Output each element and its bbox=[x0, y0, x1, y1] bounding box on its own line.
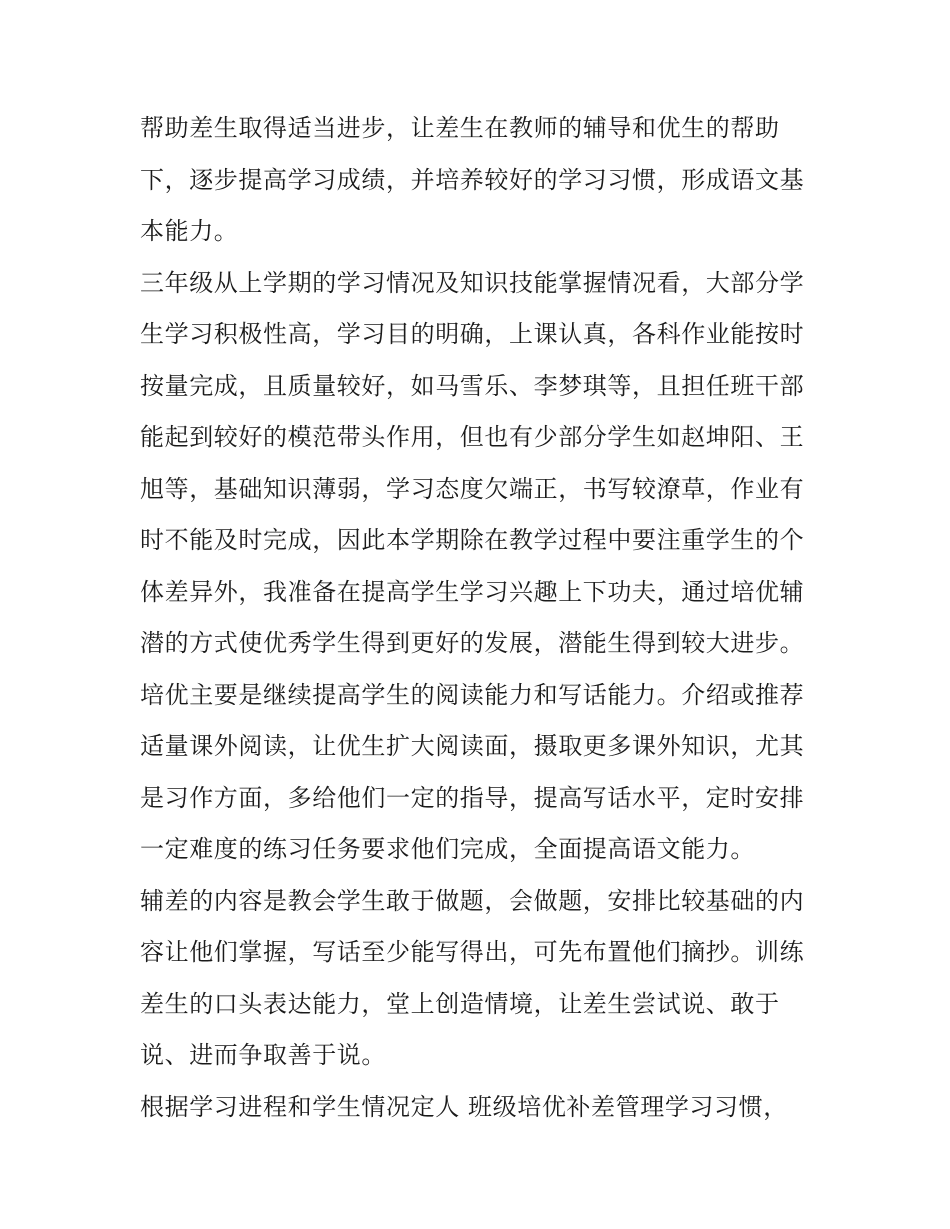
text-line: 时不能及时完成，因此本学期除在教学过程中要注重学生的个 bbox=[140, 526, 805, 554]
text-line: 帮助差生取得适当进步，让差生在教师的辅导和优生的帮助 bbox=[140, 114, 780, 142]
text-line: 容让他们掌握，写话至少能写得出，可先布置他们摘抄。训练 bbox=[140, 938, 805, 966]
text-line: 根据学习进程和学生情况定人 班级培优补差管理学习习惯， bbox=[140, 1092, 788, 1121]
text-line: 三年级从上学期的学习情况及知识技能掌握情况看，大部分学 bbox=[140, 268, 805, 297]
text-line: 旭等，基础知识薄弱，学习态度欠端正，书写较潦草，作业有 bbox=[140, 474, 805, 503]
text-line: 下，逐步提高学习成绩，并培养较好的学习习惯，形成语文基 bbox=[140, 165, 805, 194]
text-line: 能起到较好的模范带头作用，但也有少部分学生如赵坤阳、王 bbox=[140, 423, 805, 451]
text-line: 辅差的内容是教会学生敢于做题，会做题，安排比较基础的内 bbox=[140, 886, 805, 915]
text-line: 培优主要是继续提高学生的阅读能力和写话能力。介绍或推荐 bbox=[140, 680, 805, 709]
text-line: 潜的方式使优秀学生得到更好的发展，潜能生得到较大进步。 bbox=[140, 629, 805, 657]
text-line: 是习作方面，多给他们一定的指导，提高写话水平，定时安排 bbox=[140, 783, 805, 812]
body-text bbox=[140, 103, 820, 1133]
text-line: 一定难度的练习任务要求他们完成，全面提高语文能力。 bbox=[140, 835, 755, 863]
text-line: 本能力。 bbox=[140, 217, 239, 245]
text-line: 适量课外阅读，让优生扩大阅读面，摄取更多课外知识，尤其 bbox=[140, 732, 805, 760]
text-line: 差生的口头表达能力，堂上创造情境，让差生尝试说、敢于 bbox=[140, 989, 780, 1018]
text-line: 按量完成，且质量较好，如马雪乐、李梦琪等，且担任班干部 bbox=[140, 371, 805, 400]
text-line: 生学习积极性高，学习目的明确，上课认真，各科作业能按时 bbox=[140, 320, 805, 348]
text-line: 说、进而争取善于说。 bbox=[140, 1041, 386, 1069]
text-line: 体差异外，我准备在提高学生学习兴趣上下功夫，通过培优辅 bbox=[140, 577, 805, 606]
